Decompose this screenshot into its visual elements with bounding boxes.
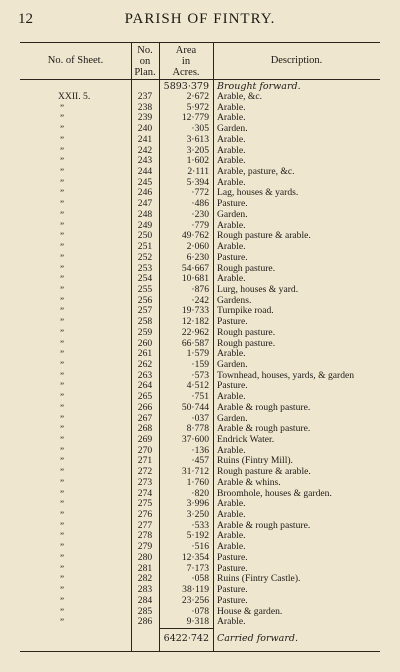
cell-description: Turnpike road. (217, 305, 274, 317)
cell-plan-number: 269 (137, 434, 153, 445)
sheet-value: ” (60, 595, 64, 606)
cell-acres: 10·681 (181, 273, 209, 285)
column-header-plan (131, 45, 159, 78)
cell-description: Arable. (217, 133, 246, 145)
table-row (20, 478, 380, 489)
cell-description: Pasture. (217, 316, 248, 328)
sheet-value: ” (60, 231, 64, 242)
sheet-value: ” (60, 284, 64, 295)
cell-plan-number: 271 (137, 455, 153, 467)
cell-plan-number: 279 (137, 541, 153, 553)
cell-acres: ·820 (191, 487, 209, 499)
sheet-value: ” (60, 263, 64, 274)
cell-acres: 38·119 (182, 584, 209, 596)
cell-acres: 50·744 (181, 401, 209, 413)
cell-acres: ·305 (191, 123, 209, 135)
cell-plan-number: 270 (137, 444, 153, 456)
cell-plan-number: 243 (137, 155, 153, 167)
sheet-value: ” (60, 477, 64, 488)
sheet-value: ” (60, 445, 64, 456)
sheet-value: ” (60, 520, 64, 531)
sheet-value: ” (60, 124, 64, 135)
sheet-value: ” (60, 381, 64, 392)
sheet-value: ” (60, 531, 64, 542)
sheet-value: ” (60, 617, 64, 628)
sheet-value: ” (60, 563, 64, 574)
sheet-value: ” (60, 188, 64, 199)
sheet-value: ” (60, 156, 64, 167)
table-row (20, 253, 380, 264)
sheet-value: ” (60, 209, 64, 220)
sheet-value: ” (60, 242, 64, 253)
cell-acres: ·230 (191, 208, 209, 220)
column-header-acres (159, 45, 213, 78)
page-title: PARISH OF FINTRY. (124, 11, 276, 27)
cell-acres: 31·712 (181, 466, 209, 478)
sheet-value: ” (60, 134, 64, 145)
cell-acres: 19·733 (181, 305, 209, 317)
cell-description: Rough pasture. (217, 337, 276, 349)
sheet-value: ” (60, 113, 64, 124)
page-header (0, 9, 400, 31)
cell-description: Pasture. (217, 584, 248, 596)
cell-description: Arable & rough pasture. (217, 401, 311, 413)
sheet-value: ” (60, 585, 64, 596)
cell-description: Arable. (217, 219, 246, 231)
sheet-value: ” (60, 199, 64, 210)
cell-description: Pasture. (217, 198, 248, 210)
carried-forward-row (20, 633, 380, 644)
cell-description: Arable. (217, 101, 246, 113)
cell-description: Gardens. (217, 294, 252, 306)
sheet-value: ” (60, 317, 64, 328)
cell-acres: 2·111 (187, 166, 209, 178)
cell-description: Arable. (217, 509, 246, 521)
cell-plan-number: 284 (137, 594, 153, 606)
cell-acres: 37·600 (181, 434, 209, 445)
cell-plan-number: 249 (137, 219, 153, 231)
cell-plan-number: 245 (137, 176, 153, 188)
cell-acres: ·751 (191, 391, 209, 403)
header-line: on (139, 56, 151, 67)
header-line: Plan. (134, 67, 156, 78)
cell-plan-number: 285 (137, 605, 153, 617)
table-row (20, 617, 380, 628)
sheet-value: ” (60, 574, 64, 585)
cell-plan-number: 262 (137, 358, 153, 370)
sheet-value: ” (60, 359, 64, 370)
cell-description: Arable & whins. (217, 476, 281, 488)
cell-acres: 3·996 (186, 498, 209, 510)
sheet-value: ” (60, 102, 64, 113)
cell-plan-number: 241 (137, 133, 153, 145)
cell-plan-number: 282 (137, 573, 153, 585)
table-row (20, 403, 380, 414)
cell-plan-number: 255 (137, 283, 153, 295)
cell-description: House & garden. (217, 605, 283, 617)
cell-description: Rough pasture & arable. (217, 230, 311, 242)
cell-description: Lag, houses & yards. (217, 187, 299, 199)
cell-description: Arable. (217, 176, 246, 188)
brought-forward-label: Brought forward. (217, 81, 301, 92)
table-header (20, 43, 380, 80)
cell-plan-number: 268 (137, 423, 153, 435)
cell-description: Arable. (217, 541, 246, 553)
cell-acres: 8·778 (186, 423, 209, 435)
sheet-value: ” (60, 435, 64, 445)
cell-plan-number: 259 (137, 326, 153, 338)
sheet-value: ” (60, 467, 64, 478)
cell-acres: ·779 (191, 219, 209, 231)
cell-description: Rough pasture. (217, 262, 276, 274)
sheet-value: ” (60, 392, 64, 403)
cell-acres: ·037 (191, 412, 209, 424)
sheet-value: ” (60, 510, 64, 521)
cell-description: Arable. (217, 273, 246, 285)
sheet-value: ” (60, 327, 64, 338)
cell-acres: 1·579 (186, 348, 209, 360)
cell-plan-number: 280 (137, 551, 153, 563)
cell-acres: 49·762 (181, 230, 209, 242)
sheet-value: ” (60, 306, 64, 317)
cell-plan-number: 278 (137, 530, 153, 542)
sheet-value: ” (60, 424, 64, 435)
cell-plan-number: 240 (137, 123, 153, 135)
cell-plan-number: 274 (137, 487, 153, 499)
sheet-value: ” (60, 552, 64, 563)
sheet-value: ” (60, 349, 64, 360)
cell-description: Garden. (217, 123, 248, 135)
cell-description: Arable. (217, 444, 246, 456)
cell-plan-number: 254 (137, 273, 153, 285)
cell-description: Garden. (217, 358, 248, 370)
cell-description: Arable. (217, 241, 246, 253)
cell-acres: 2·060 (186, 241, 209, 253)
cell-acres: ·136 (191, 444, 209, 456)
column-header-description: Description. (270, 55, 323, 66)
brought-forward-acres: 5893·379 (163, 81, 209, 92)
cell-acres: ·573 (191, 369, 209, 381)
page-number: 12 (18, 11, 33, 27)
cell-plan-number: 257 (137, 305, 153, 317)
sheet-value: ” (60, 402, 64, 413)
cell-acres: 23·256 (181, 594, 209, 606)
cell-plan-number: 266 (137, 401, 153, 413)
cell-description: Pasture. (217, 551, 248, 563)
sheet-value: ” (60, 274, 64, 285)
cell-plan-number: 261 (137, 348, 153, 360)
cell-plan-number: 250 (137, 230, 153, 242)
cell-description: Arable, &c. (217, 91, 263, 102)
cell-description: Arable. (217, 391, 246, 403)
cell-description: Pasture. (217, 562, 248, 574)
sheet-value: ” (60, 413, 64, 424)
cell-acres: 12·354 (181, 551, 209, 563)
header-line: Area (175, 45, 197, 56)
cell-acres: 7·173 (186, 562, 209, 574)
cell-description: Lurg, houses & yard. (217, 283, 299, 295)
cell-acres: 1·760 (186, 476, 209, 488)
cell-plan-number: 267 (137, 412, 153, 424)
cell-description: Arable. (217, 144, 246, 156)
header-line: No. (137, 45, 153, 56)
cell-acres: ·876 (191, 283, 209, 295)
cell-description: Arable. (217, 112, 246, 124)
cell-plan-number: 238 (137, 101, 153, 113)
cell-description: Garden. (217, 412, 248, 424)
sheet-value: ” (60, 338, 64, 349)
cell-plan-number: 286 (137, 616, 153, 628)
sheet-value: ” (60, 456, 64, 467)
land-register-table (20, 42, 380, 652)
cell-acres: 12·182 (181, 316, 209, 328)
cell-acres: 3·205 (186, 144, 209, 156)
cell-acres: 22·962 (181, 326, 209, 338)
cell-acres: 5·394 (186, 176, 209, 188)
cell-acres: 66·587 (181, 337, 209, 349)
carried-forward-acres: 6422·742 (163, 633, 209, 644)
cell-plan-number: 273 (137, 476, 153, 488)
sheet-value: ” (60, 488, 64, 499)
cell-description: Rough pasture. (217, 326, 276, 338)
header-line: in (181, 56, 191, 67)
cell-description: Pasture. (217, 251, 248, 263)
sheet-value: ” (60, 542, 64, 553)
cell-acres: ·457 (191, 455, 209, 467)
sheet-value: ” (60, 167, 64, 178)
cell-plan-number: 237 (137, 91, 153, 102)
sheet-value: ” (60, 145, 64, 156)
cell-acres: 5·972 (186, 101, 209, 113)
cell-acres: ·486 (191, 198, 209, 210)
cell-plan-number: 260 (137, 337, 153, 349)
sheet-value: XXII. 5. (58, 91, 91, 102)
sheet-value: ” (60, 295, 64, 306)
cell-plan-number: 247 (137, 198, 153, 210)
table-row (20, 328, 380, 339)
cell-plan-number: 263 (137, 369, 153, 381)
cell-description: Pasture. (217, 594, 248, 606)
table-body (20, 91, 380, 628)
cell-acres: ·078 (191, 605, 209, 617)
cell-plan-number: 253 (137, 262, 153, 274)
cell-description: Arable. (217, 616, 246, 628)
cell-acres: 3·250 (186, 509, 209, 521)
cell-plan-number: 264 (137, 380, 153, 392)
cell-plan-number: 283 (137, 584, 153, 596)
cell-acres: ·159 (191, 358, 209, 370)
cell-plan-number: 239 (137, 112, 153, 124)
sheet-value: ” (60, 177, 64, 188)
cell-acres: ·242 (191, 294, 209, 306)
cell-description: Arable. (217, 155, 246, 167)
cell-description: Rough pasture & arable. (217, 466, 311, 478)
cell-acres: ·533 (191, 519, 209, 531)
cell-description: Garden. (217, 208, 248, 220)
cell-description: Arable. (217, 498, 246, 510)
cell-plan-number: 248 (137, 208, 153, 220)
cell-plan-number: 276 (137, 509, 153, 521)
cell-acres: ·058 (191, 573, 209, 585)
carried-forward-label: Carried forward. (217, 633, 298, 644)
cell-acres: 1·602 (186, 155, 209, 167)
cell-description: Arable & rough pasture. (217, 423, 311, 435)
sheet-value: ” (60, 370, 64, 381)
total-rule (159, 628, 213, 629)
table-row (20, 596, 380, 607)
cell-plan-number: 256 (137, 294, 153, 306)
cell-acres: 9·318 (186, 616, 209, 628)
cell-description: Arable, pasture, &c. (217, 166, 295, 178)
cell-acres: 2·672 (186, 91, 209, 102)
cell-description: Townhead, houses, yards, & garden (217, 369, 355, 381)
cell-description: Ruins (Fintry Mill). (217, 455, 293, 467)
cell-acres: 3·613 (186, 133, 209, 145)
cell-plan-number: 277 (137, 519, 153, 531)
cell-acres: 54·667 (181, 262, 209, 274)
cell-acres: ·772 (191, 187, 209, 199)
cell-plan-number: 275 (137, 498, 153, 510)
cell-plan-number: 251 (137, 241, 153, 253)
header-line: Acres. (172, 67, 200, 78)
cell-acres: ·516 (191, 541, 209, 553)
cell-acres: 12·779 (181, 112, 209, 124)
cell-acres: 6·230 (186, 251, 209, 263)
cell-plan-number: 272 (137, 466, 153, 478)
cell-plan-number: 246 (137, 187, 153, 199)
cell-acres: 4·512 (186, 380, 209, 392)
sheet-value: ” (60, 220, 64, 231)
cell-plan-number: 242 (137, 144, 153, 156)
cell-plan-number: 244 (137, 166, 153, 178)
cell-description: Arable. (217, 348, 246, 360)
cell-plan-number: 281 (137, 562, 153, 574)
sheet-value: ” (60, 606, 64, 617)
cell-plan-number: 265 (137, 391, 153, 403)
cell-description: Ruins (Fintry Castle). (217, 573, 301, 585)
sheet-value: ” (60, 252, 64, 263)
cell-plan-number: 252 (137, 251, 153, 263)
table-row (20, 135, 380, 146)
column-header-sheet: No. of Sheet. (47, 55, 104, 66)
cell-acres: 5·192 (186, 530, 209, 542)
cell-description: Pasture. (217, 380, 248, 392)
cell-plan-number: 258 (137, 316, 153, 328)
cell-description: Arable & rough pasture. (217, 519, 311, 531)
cell-description: Broomhole, houses & garden. (217, 487, 332, 499)
cell-description: Endrick Water. (217, 434, 275, 445)
cell-description: Arable. (217, 530, 246, 542)
sheet-value: ” (60, 499, 64, 510)
